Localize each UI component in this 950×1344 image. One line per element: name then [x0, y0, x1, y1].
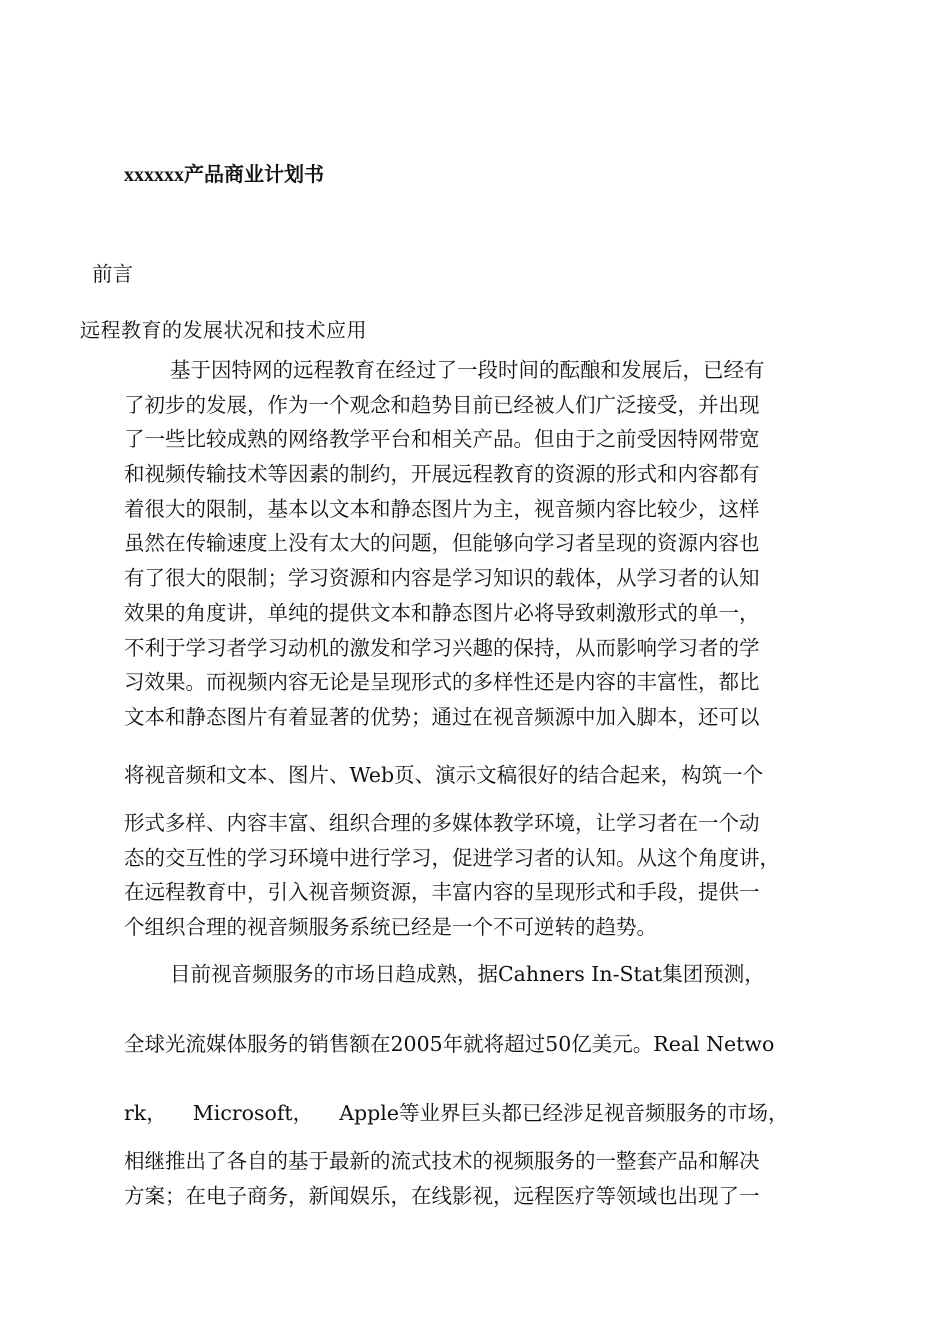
paragraph-line: 有了很大的限制；学习资源和内容是学习知识的载体，从学习者的认知: [124, 566, 760, 590]
paragraph-line: 文本和静态图片有着显著的优势；通过在视音频源中加入脚本，还可以: [124, 705, 760, 729]
paragraph-line: 个组织合理的视音频服务系统已经是一个不可逆转的趋势。: [124, 915, 657, 939]
document-title: xxxxxx产品商业计划书: [124, 164, 324, 186]
paragraph-line: 习效果。而视频内容无论是呈现形式的多样性还是内容的丰富性，都比: [124, 670, 760, 694]
paragraph-line: 了一些比较成熟的网络教学平台和相关产品。但由于之前受因特网带宽: [124, 427, 760, 451]
paragraph-line: 在远程教育中，引入视音频资源，丰富内容的呈现形式和手段，提供一: [124, 880, 760, 904]
paragraph-line: 全球光流媒体服务的销售额在2005年就将超过50亿美元。Real Netwo: [124, 1032, 775, 1056]
paragraph-line: 形式多样、内容丰富、组织合理的多媒体教学环境，让学习者在一个动: [124, 811, 760, 835]
paragraph-line: 将视音频和文本、图片、Web页、演示文稿很好的结合起来，构筑一个: [124, 763, 764, 787]
preface-heading: 前言: [92, 262, 133, 286]
paragraph-line: rk， Microsoft， Apple等业界巨头都已经涉足视音频服务的市场，: [124, 1101, 789, 1125]
paragraph-line: 着很大的限制，基本以文本和静态图片为主，视音频内容比较少，这样: [124, 497, 760, 521]
section-heading: 远程教育的发展状况和技术应用: [80, 318, 367, 342]
paragraph-line: 效果的角度讲，单纯的提供文本和静态图片必将导致刺激形式的单一，: [124, 601, 760, 625]
paragraph-line: 不利于学习者学习动机的激发和学习兴趣的保持，从而影响学习者的学: [124, 636, 760, 660]
paragraph-line: 目前视音频服务的市场日趋成熟，据Cahners In-Stat集团预测，: [170, 962, 765, 986]
paragraph-line: 了初步的发展，作为一个观念和趋势目前已经被人们广泛接受，并出现: [124, 393, 760, 417]
paragraph-line: 方案；在电子商务，新闻娱乐，在线影视，远程医疗等领域也出现了一: [124, 1184, 760, 1208]
paragraph-line: 虽然在传输速度上没有太大的问题，但能够向学习者呈现的资源内容也: [124, 531, 760, 555]
paragraph-line: 相继推出了各自的基于最新的流式技术的视频服务的一整套产品和解决: [124, 1149, 760, 1173]
paragraph-line: 基于因特网的远程教育在经过了一段时间的酝酿和发展后，已经有: [170, 358, 765, 382]
paragraph-line: 和视频传输技术等因素的制约，开展远程教育的资源的形式和内容都有: [124, 462, 760, 486]
paragraph-line: 态的交互性的学习环境中进行学习，促进学习者的认知。从这个角度讲，: [124, 846, 780, 870]
